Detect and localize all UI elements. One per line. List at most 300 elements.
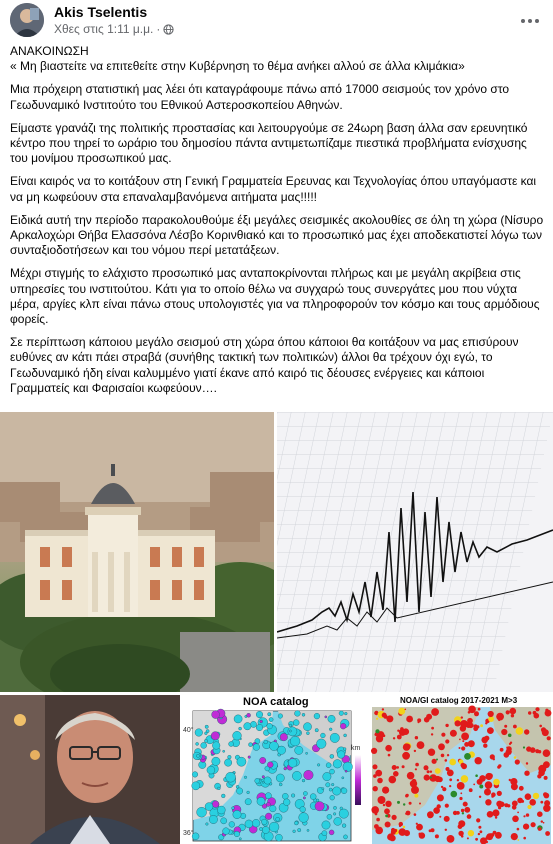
map2-event-marker	[445, 724, 448, 727]
map1-event-marker	[325, 716, 327, 718]
map2-event-marker	[508, 734, 512, 738]
map2-event-marker	[529, 799, 536, 806]
map1-event-marker	[224, 759, 231, 766]
map1-legend-label: km	[351, 745, 361, 752]
map2-event-marker	[543, 752, 545, 754]
map2-event-marker	[439, 816, 441, 818]
map1-event-marker	[269, 718, 273, 722]
map2-event-marker	[376, 718, 378, 720]
map2-event-marker	[543, 761, 550, 768]
map1-event-marker	[269, 822, 279, 832]
map2-event-marker	[389, 835, 395, 841]
map1-event-marker	[317, 739, 327, 749]
map1-event-marker	[209, 815, 217, 823]
observatory-image	[0, 412, 274, 692]
map2-event-marker	[414, 794, 418, 798]
map2-event-marker	[385, 815, 388, 818]
more-options-icon[interactable]	[519, 10, 541, 24]
map1-event-marker	[322, 788, 324, 790]
map2-event-marker	[415, 768, 417, 770]
map2-event-marker	[517, 828, 520, 831]
post-timestamp[interactable]: Χθες στις 1:11 μ.μ.	[54, 22, 154, 36]
map1-event-marker	[343, 748, 346, 751]
map2-event-marker	[484, 736, 489, 741]
map1-event-marker	[192, 772, 198, 778]
map1-event-marker	[330, 754, 334, 758]
map1-event-marker	[282, 793, 288, 799]
map2-event-marker	[399, 825, 401, 827]
map2-event-marker	[410, 780, 417, 787]
post-paragraph: Ειδικά αυτή την περίοδο παρακολουθούμε έξι μεγάλες σεισμικές ακολουθίες σε όλη τη χώρα (Νίσυρο Αρκαλοχώρι Θήβα Ελασσόνα Λέσβο Κορινθιακό και το προσωπικό μας έχει αποδεκατιστεί λόγω των συνταξιοδοτήσεων και του νόμου περί μετατάξεων.	[10, 212, 544, 258]
map1-event-marker	[226, 772, 236, 782]
map1-event-marker	[212, 742, 220, 750]
map2-event-marker	[487, 727, 494, 734]
author-name[interactable]: Akis Tselentis	[54, 4, 148, 20]
map1-event-marker	[262, 776, 265, 779]
map2-event-marker	[517, 839, 519, 841]
map1-event-marker	[267, 762, 273, 768]
map1-event-marker	[290, 736, 300, 746]
map1-event-marker	[233, 810, 241, 818]
map1-event-marker	[322, 831, 327, 836]
map2-event-marker	[393, 737, 395, 739]
map1-event-marker	[294, 821, 298, 825]
map1-event-marker	[333, 760, 342, 769]
map2-event-marker	[385, 745, 392, 752]
map1-event-marker	[196, 754, 199, 757]
map2-event-marker	[463, 802, 468, 807]
map2-event-marker	[519, 786, 524, 791]
map1-lat-bottom: 36°	[183, 830, 194, 837]
map2-event-marker	[414, 750, 416, 752]
map1-event-marker	[260, 720, 263, 723]
map2-event-marker	[480, 830, 483, 833]
map2-event-marker	[441, 786, 443, 788]
map2-event-marker	[397, 801, 400, 804]
map1-event-marker	[322, 821, 330, 829]
map2-event-marker	[467, 837, 469, 839]
map2-event-marker	[483, 744, 487, 748]
map1-event-marker	[267, 723, 273, 729]
map2-event-marker	[533, 793, 539, 799]
map2-event-marker	[371, 806, 379, 814]
map1-event-marker	[205, 803, 213, 811]
map2-event-marker	[373, 764, 378, 769]
map2-event-marker	[534, 713, 540, 719]
map1-event-marker	[342, 824, 346, 828]
map1-event-marker	[283, 799, 290, 806]
map2-event-marker	[512, 816, 519, 823]
map1-event-marker	[345, 770, 347, 772]
map2-event-marker	[511, 783, 518, 790]
map1-event-marker	[337, 751, 345, 759]
map2-event-marker	[544, 776, 548, 780]
map1-event-marker	[262, 826, 269, 833]
map2-event-marker	[500, 748, 504, 752]
map2-event-marker	[445, 759, 448, 762]
map1-event-marker	[278, 714, 283, 719]
map1-event-marker	[331, 783, 334, 786]
map2-event-marker	[514, 756, 517, 759]
map2-event-marker	[405, 709, 407, 711]
map1-event-marker	[343, 835, 347, 839]
map1-lat-top: 40°	[183, 727, 194, 734]
map2-event-marker	[478, 708, 481, 711]
map2-event-marker	[521, 800, 524, 803]
map1-event-marker	[284, 767, 287, 770]
map2-event-marker	[479, 796, 481, 798]
map1-event-marker	[244, 776, 247, 779]
map2-event-marker	[419, 832, 425, 838]
map2-event-marker	[458, 831, 463, 836]
map2-event-marker	[493, 831, 497, 835]
map2-event-marker	[545, 831, 550, 836]
map1-event-marker	[212, 757, 220, 765]
map2-event-marker	[476, 818, 480, 822]
map2-event-marker	[473, 784, 475, 786]
map2-event-marker	[398, 708, 405, 715]
map1-event-marker	[207, 766, 215, 774]
map2-event-marker	[451, 791, 458, 798]
map1-event-marker	[315, 729, 318, 732]
map1-event-marker	[260, 757, 266, 763]
map2-event-marker	[447, 835, 455, 843]
map1-event-marker	[333, 813, 336, 816]
map1-event-marker	[257, 797, 265, 805]
map1-event-marker	[329, 788, 332, 791]
map2-event-marker	[459, 747, 461, 749]
photo-grid	[0, 412, 553, 844]
map2-event-marker	[409, 802, 412, 805]
map2-event-marker	[504, 803, 508, 807]
map2-event-marker	[424, 765, 429, 770]
map2-event-marker	[544, 800, 550, 806]
map2-event-marker	[375, 813, 378, 816]
map2-event-marker	[399, 729, 406, 736]
map2-event-marker	[479, 785, 483, 789]
globe-icon	[163, 24, 174, 35]
map2-event-marker	[382, 708, 384, 710]
map1-event-marker	[252, 819, 260, 827]
map2-event-marker	[417, 741, 425, 749]
map2-event-marker	[510, 708, 517, 715]
map2-event-marker	[459, 739, 461, 741]
map2-event-marker	[461, 746, 465, 750]
map2-event-marker	[447, 754, 449, 756]
map1-event-marker	[329, 830, 334, 835]
map1-event-marker	[298, 828, 301, 831]
map1-event-marker	[245, 820, 253, 828]
map1-event-marker	[288, 759, 297, 768]
map2-event-marker	[526, 813, 529, 816]
map1-event-marker	[247, 713, 251, 717]
map2-event-marker	[402, 765, 405, 768]
map2-event-marker	[396, 766, 399, 769]
map2-event-marker	[477, 779, 483, 785]
map2-event-marker	[437, 804, 441, 808]
map1-event-marker	[233, 731, 242, 740]
map2-event-marker	[541, 820, 543, 822]
map2-event-marker	[384, 790, 387, 793]
map1-event-marker	[326, 763, 331, 768]
map2-event-marker	[462, 740, 464, 742]
map2-event-marker	[540, 801, 543, 804]
map1-event-marker	[295, 711, 301, 717]
map2-event-marker	[406, 716, 413, 723]
photo-noa-gi-catalog-map[interactable]	[370, 695, 553, 844]
map1-event-marker	[205, 725, 208, 728]
map1-event-marker	[264, 777, 271, 784]
meta-separator: ·	[156, 22, 161, 36]
map2-event-marker	[445, 739, 449, 743]
map2-event-marker	[405, 794, 408, 797]
map2-event-marker	[384, 808, 390, 814]
map2-event-marker	[461, 809, 464, 812]
map2-event-marker	[524, 729, 529, 734]
map2-event-marker	[485, 841, 488, 844]
map2-event-marker	[490, 833, 493, 836]
post-header	[0, 0, 553, 42]
map2-event-marker	[525, 793, 532, 800]
map1-event-marker	[339, 711, 344, 716]
map2-event-marker	[428, 749, 435, 756]
map2-event-marker	[511, 833, 518, 840]
map1-event-marker	[192, 782, 200, 790]
post-paragraph: Σε περίπτωση κάποιου μεγάλο σεισμού στη χώρα όπου κάποιοι θα κοιτάξουν να μας επισύρουν ευθύνες αν κάτι πάει στραβά (συνήθης τακτική των πολιτικών) άλλοι θα τρέχουν όχι εγώ, το Γεωδυναμικό ήδη είναι καλυμμένο γιατί έκανε από καιρό τις δέουσες ενέργειες και κάποιοι Γραμματείς και Φαρισαίοι κωφεύουν….	[10, 335, 519, 395]
map1-event-marker	[245, 799, 251, 805]
map1-event-marker	[344, 734, 347, 737]
map2-event-marker	[511, 714, 514, 717]
map1-event-marker	[302, 779, 305, 782]
map2-event-marker	[467, 814, 472, 819]
map2-event-marker	[535, 707, 539, 711]
map1-event-marker	[250, 721, 256, 727]
map2-event-marker	[469, 788, 473, 792]
map2-event-marker	[512, 805, 517, 810]
map1-event-marker	[280, 733, 288, 741]
map1-event-marker	[223, 828, 230, 835]
map1-event-marker	[201, 742, 207, 748]
map1-event-marker	[315, 802, 324, 811]
map2-event-marker	[523, 815, 525, 817]
map2-event-marker	[475, 757, 482, 764]
map2-event-marker	[528, 711, 531, 714]
map2-event-marker	[403, 803, 405, 805]
map2-event-marker	[399, 831, 401, 833]
map2-event-marker	[461, 763, 466, 768]
map1-event-marker	[239, 727, 242, 730]
map2-event-marker	[374, 824, 379, 829]
map2-event-marker	[430, 771, 432, 773]
map1-event-marker	[317, 764, 320, 767]
map2-event-marker	[371, 748, 377, 754]
map1-event-marker	[306, 732, 309, 735]
portrait-image	[0, 695, 180, 844]
map2-event-marker	[402, 752, 410, 760]
map1-event-marker	[326, 783, 330, 787]
photo-observatory[interactable]	[0, 412, 274, 692]
map2-event-marker	[405, 744, 411, 750]
map1-event-marker	[329, 728, 332, 731]
map2-event-marker	[406, 811, 411, 816]
map1-event-marker	[253, 744, 260, 751]
map1-event-marker	[236, 788, 242, 794]
map2-event-marker	[436, 759, 438, 761]
map1-event-marker	[330, 769, 335, 774]
map1-event-marker	[307, 829, 309, 831]
post-paragraph: Μια πρόχειρη στατιστική μας λέει ότι καταγράφουμε πάνω από 17000 σεισμούς τον χρόνο στο Γεωδυναμικό Ινστιτούτο του Εθνικού Αστεροσκοπείου Αθηνών.	[10, 82, 510, 112]
map2-event-marker	[526, 762, 528, 764]
map2-event-marker	[424, 775, 430, 781]
map1-event-marker	[295, 746, 303, 754]
map2-event-marker	[539, 725, 542, 728]
map2-event-marker	[538, 827, 542, 831]
map2-event-marker	[460, 720, 468, 728]
map2-event-marker	[385, 822, 391, 828]
map1-event-marker	[293, 830, 296, 833]
map2-event-marker	[530, 747, 536, 753]
map2-event-marker	[496, 713, 504, 721]
photo-portrait[interactable]	[0, 695, 180, 844]
map2-event-marker	[453, 811, 457, 815]
map1-event-marker	[265, 813, 272, 820]
map1-event-marker	[234, 715, 242, 723]
map2-event-marker	[450, 730, 457, 737]
map2-event-marker	[469, 723, 472, 726]
map2-event-marker	[441, 754, 445, 758]
map1-event-marker	[205, 732, 208, 735]
map2-event-marker	[382, 713, 387, 718]
map2-event-marker	[480, 724, 483, 727]
map1-event-marker	[223, 750, 225, 752]
map1-event-marker	[232, 807, 235, 810]
map2-event-marker	[416, 823, 418, 825]
map2-event-marker	[495, 816, 497, 818]
post-paragraph: Μέχρι στιγμής το ελάχιστο προσωπικό μας ανταποκρίνονται πλήρως και με μεγάλη ακρίβεια στις υπηρεσίες του ινστιτούτου. Κάτι για το οποίο θέλω να συγχαρώ τους συνεργάτες μου που νύχτα μέρα, αργίες κλπ είναι πάνω στους υπολογιστές για να πληροφορούν τον κόσμο και τους αρμόδιους φορείς.	[10, 266, 540, 327]
map2-event-marker	[376, 818, 380, 822]
map1-event-marker	[340, 723, 346, 729]
map2-event-marker	[524, 771, 529, 776]
map2-event-marker	[460, 792, 462, 794]
map2-event-marker	[385, 801, 391, 807]
map2-event-marker	[431, 708, 439, 716]
post-paragraph: Είναι καιρός να το κοιτάξουν στη Γενική Γραμματεία Ερευνας και Τεχνολογίας όπου υπαγόμαστε και να μη κωφεύουν στα επαναλαμβανόμενα αιτήματα μας!!!!!	[10, 174, 537, 204]
post-meta	[54, 22, 174, 36]
map2-event-marker	[513, 725, 517, 729]
map2-event-marker	[389, 776, 397, 784]
map1-event-marker	[269, 742, 278, 751]
map2-event-marker	[449, 759, 456, 766]
post-paragraph-title: ΑΝΑΚΟΙΝΩΣΗ	[10, 44, 89, 58]
map1-event-marker	[262, 819, 268, 825]
map2-event-marker	[491, 795, 494, 798]
map2-event-marker	[435, 768, 441, 774]
map1-event-marker	[334, 817, 342, 825]
map2-event-marker	[392, 815, 397, 820]
map2-event-marker	[464, 807, 470, 813]
map1-event-marker	[206, 823, 209, 826]
map2-event-marker	[417, 718, 421, 722]
map1-event-marker	[304, 770, 314, 780]
post-paragraph: Είμαστε γρανάζι της πολιτικής προστασίας και λειτουργούμε σε 24ωρη βαση άλλα σαν ερευνητικό κέντρο που τηρεί το ωράριο του δημοσίου πάντα αντιμετωπίζαμε πιεστικά προβλήματα ενίσχυσης του μονίμου προσωπικού μας.	[10, 120, 528, 166]
map2-event-marker	[535, 749, 539, 753]
author-avatar[interactable]	[10, 3, 44, 37]
map2-event-marker	[431, 828, 435, 832]
noa-gi-catalog-map	[370, 695, 553, 844]
map1-event-marker	[343, 762, 353, 772]
map1-event-marker	[299, 813, 309, 823]
map2-event-marker	[403, 826, 406, 829]
post-paragraph: « Μη βιαστείτε να επιτεθείτε στην Κυβέρνηση το θέμα ανήκει αλλού σε άλλα κλιμάκια»	[10, 59, 465, 74]
map1-event-marker	[266, 802, 270, 806]
map2-event-marker	[523, 837, 526, 840]
map2-event-marker	[431, 727, 434, 730]
map2-event-marker	[386, 715, 393, 722]
map1-event-marker	[217, 806, 225, 814]
map1-event-marker	[256, 724, 263, 731]
map1-event-marker	[330, 733, 339, 742]
map1-event-marker	[196, 742, 199, 745]
map1-event-marker	[221, 818, 227, 824]
map2-event-marker	[485, 781, 493, 789]
map2-event-marker	[543, 792, 548, 797]
map2-event-marker	[457, 779, 459, 781]
map2-event-marker	[415, 763, 419, 767]
photo-seismograph[interactable]	[277, 412, 553, 692]
map1-event-marker	[289, 730, 291, 732]
map2-event-marker	[444, 816, 450, 822]
map1-event-marker	[303, 791, 307, 795]
map2-event-marker	[419, 803, 421, 805]
map1-event-marker	[327, 814, 332, 819]
map1-event-marker	[333, 806, 336, 809]
map1-event-marker	[249, 743, 253, 747]
noa-catalog-map	[183, 695, 367, 844]
map1-event-marker	[306, 752, 308, 754]
map2-event-marker	[484, 789, 491, 796]
map1-event-marker	[302, 713, 305, 716]
map2-event-marker	[415, 736, 418, 739]
map1-event-marker	[300, 807, 306, 813]
map2-event-marker	[547, 736, 551, 740]
map2-event-marker	[475, 838, 478, 841]
map2-event-marker	[461, 733, 469, 741]
map1-event-marker	[228, 755, 232, 759]
map2-event-marker	[461, 716, 463, 718]
map1-event-marker	[264, 740, 268, 744]
map1-event-marker	[310, 794, 316, 800]
map2-event-marker	[498, 764, 501, 767]
map2-event-marker	[515, 759, 520, 764]
map2-event-marker	[431, 733, 433, 735]
map2-event-marker	[445, 804, 449, 808]
map1-event-marker	[229, 822, 235, 828]
map1-event-marker	[268, 713, 271, 716]
map1-event-marker	[276, 774, 284, 782]
map2-event-marker	[488, 711, 494, 717]
photo-noa-catalog-map[interactable]	[183, 695, 367, 844]
map2-event-marker	[493, 758, 495, 760]
map1-event-marker	[277, 746, 285, 754]
map2-event-marker	[427, 770, 430, 773]
map2-event-marker	[474, 724, 478, 728]
map2-event-marker	[432, 759, 437, 764]
map2-event-marker	[468, 740, 475, 747]
map2-event-marker	[427, 811, 434, 818]
map2-event-marker	[438, 743, 445, 750]
map2-event-marker	[474, 711, 479, 716]
map2-event-marker	[523, 824, 529, 830]
